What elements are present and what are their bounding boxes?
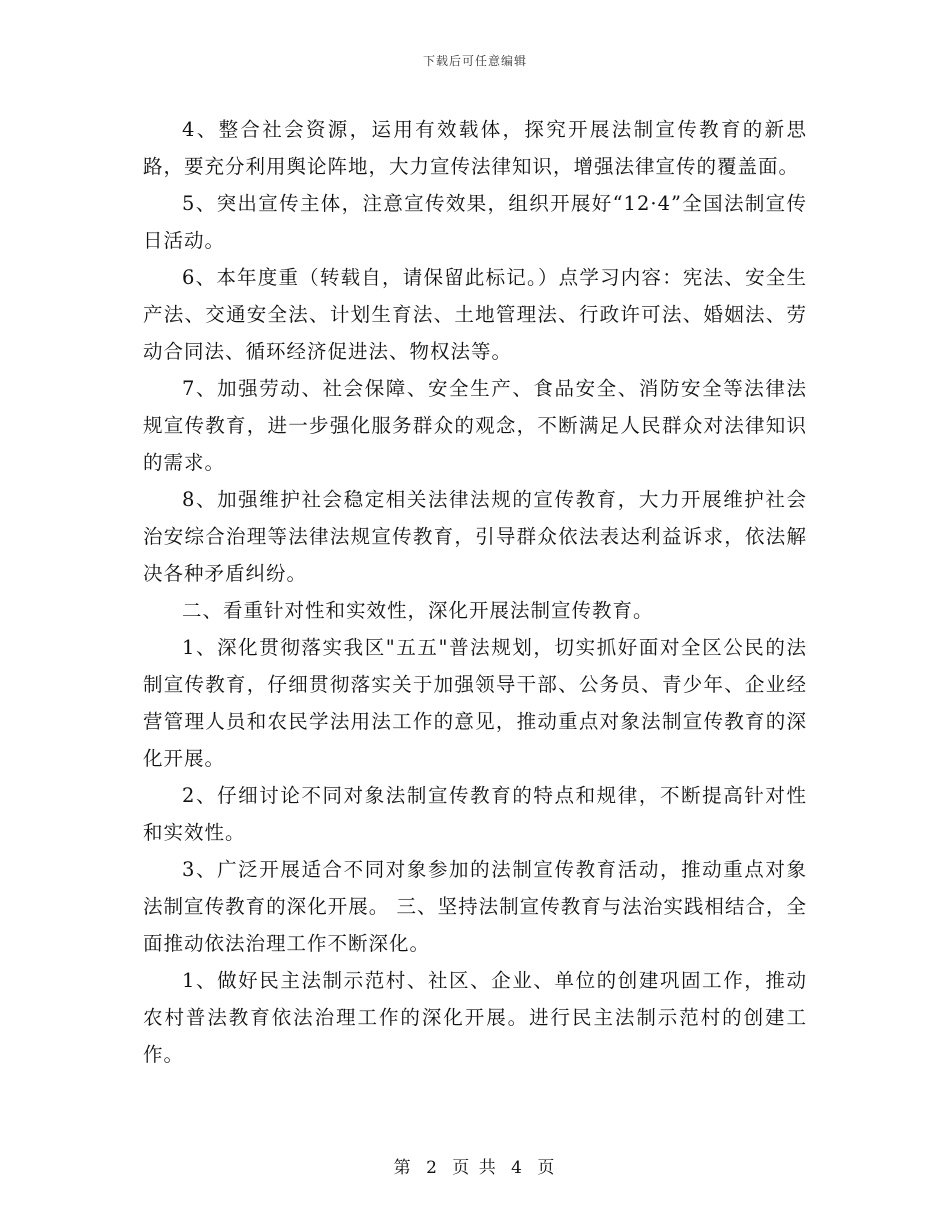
paragraph-7: 7、加强劳动、社会保障、安全生产、食品安全、消防安全等法律法规宣传教育，进一步强化服务群众的观念，不断满足人民群众对法律知识的需求。	[143, 377, 807, 474]
footer-prefix: 第	[393, 1158, 413, 1178]
paragraph-4: 4、整合社会资源，运用有效载体，探究开展法制宣传教育的新思路，要充分利用舆论阵地，大力宣传法律知识，增强法律宣传的覆盖面。	[143, 118, 807, 178]
total-page-number: 4	[511, 1158, 524, 1178]
paragraph-6: 6、本年度重（转载自，请保留此标记。）点学习内容：宪法、安全生产法、交通安全法、计划生育法、土地管理法、行政许可法、婚姻法、劳动合同法、循环经济促进法、物权法等。	[143, 266, 807, 363]
document-body	[143, 111, 807, 1073]
page-header: 下载后可任意编辑	[422, 54, 527, 68]
section-heading-two: 二、看重针对性和实效性，深化开展法制宣传教育。	[182, 599, 654, 622]
paragraph-8: 8、加强维护社会稳定相关法律法规的宣传教育，大力开展维护社会治安综合治理等法律法规宣传教育，引导群众依法表达利益诉求，依法解决各种矛盾纠纷。	[143, 488, 807, 585]
paragraph-section2-2: 2、仔细讨论不同对象法制宣传教育的特点和规律，不断提高针对性和实效性。	[143, 784, 807, 844]
paragraph-5: 5、突出宣传主体，注意宣传效果，组织开展好“12·4”全国法制宣传日活动。	[143, 192, 807, 252]
footer-middle: 页 共	[452, 1158, 498, 1178]
page-footer	[0, 1153, 950, 1178]
paragraph-section2-1: 1、深化贯彻落实我区"五五"普法规划，切实抓好面对全区公民的法制宣传教育，仔细贯彻落实关于加强领导干部、公务员、青少年、企业经营管理人员和农民学法用法工作的意见，推动重点对象法制宣传教育的深化开展。	[143, 636, 807, 770]
current-page-number: 2	[426, 1158, 439, 1178]
paragraph-section3-1: 1、做好民主法制示范村、社区、企业、单位的创建巩固工作，推动农村普法教育依法治理工作的深化开展。进行民主法制示范村的创建工作。	[143, 969, 807, 1066]
paragraph-section2-3: 3、广泛开展适合不同对象参加的法制宣传教育活动，推动重点对象法制宣传教育的深化开展。 三、坚持法制宣传教育与法治实践相结合，全面推动依法治理工作不断深化。	[143, 858, 807, 955]
footer-suffix: 页	[537, 1158, 557, 1178]
